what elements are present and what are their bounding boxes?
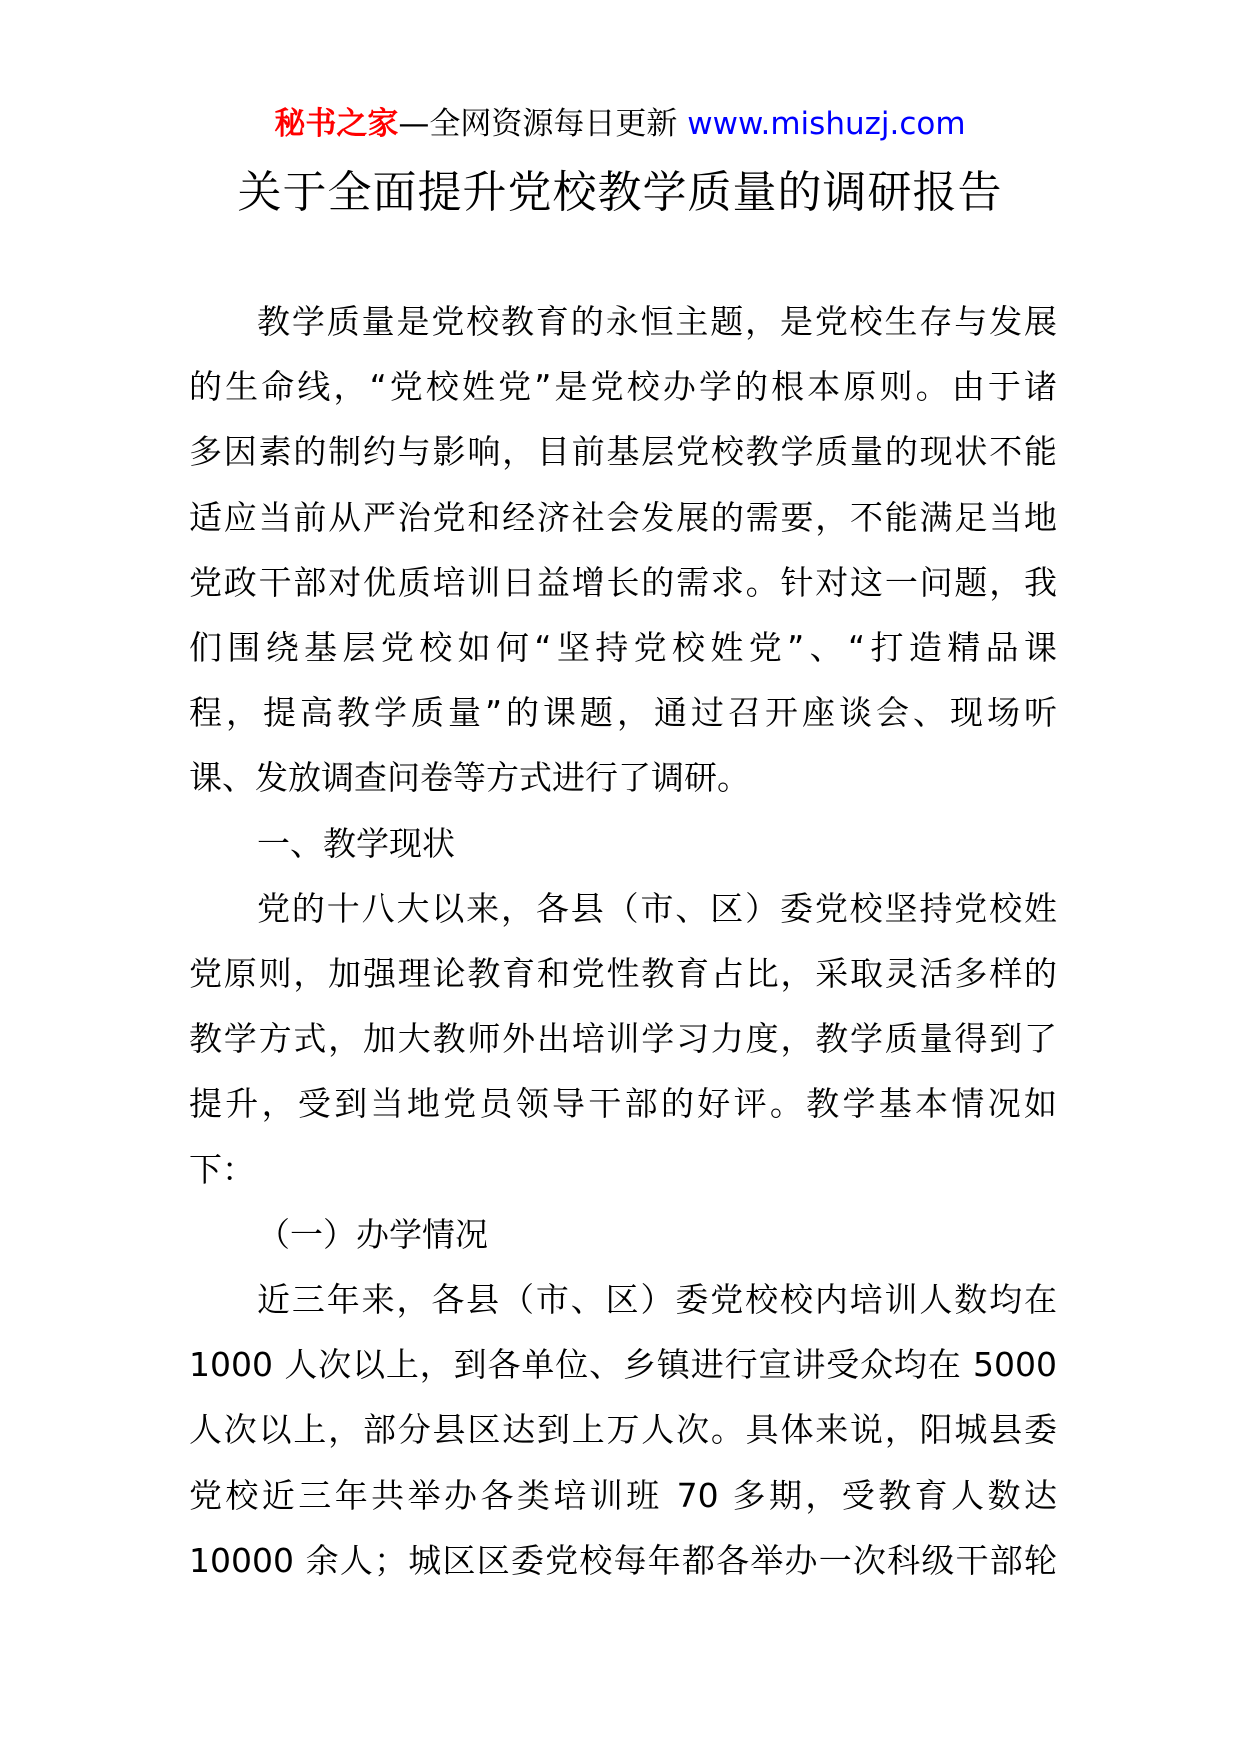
paragraph-line: 党的十八大以来，各县（市、区）委党校坚持党校姓: [257, 888, 1057, 928]
paragraph-line: 人次以上，部分县区达到上万人次。具体来说，阳城县委: [189, 1410, 1057, 1450]
paragraph-line: 适应当前从严治党和经济社会发展的需要，不能满足当地: [189, 497, 1057, 537]
paragraph-line: 的生命线，“党校姓党”是党校办学的根本原则。由于诸: [189, 367, 1057, 407]
brand-name: 秘书之家: [274, 106, 399, 142]
section-heading: （一）办学情况: [257, 1214, 488, 1254]
paragraph-line: 程，提高教学质量”的课题，通过召开座谈会、现场听: [189, 693, 1057, 733]
paragraph-line: 党校近三年共举办各类培训班 70 多期，受教育人数达: [189, 1475, 1057, 1515]
paragraph-line: 10000 余人；城区区委党校每年都各举办一次科级干部轮: [189, 1540, 1057, 1580]
header-tagline: —全网资源每日更新: [398, 106, 678, 142]
paragraph-line: 1000 人次以上，到各单位、乡镇进行宣讲受众均在 5000: [189, 1345, 1057, 1385]
paragraph-line: 党原则，加强理论教育和党性教育占比，采取灵活多样的: [189, 954, 1057, 993]
paragraph-line: 教学质量是党校教育的永恒主题，是党校生存与发展: [257, 302, 1057, 341]
paragraph-line: 多因素的制约与影响，目前基层党校教学质量的现状不能: [189, 432, 1057, 472]
site-url-link[interactable]: www.mishuzj.com: [687, 106, 966, 142]
document-title: 关于全面提升党校教学质量的调研报告: [237, 167, 1003, 218]
site-header: [0, 100, 1240, 148]
section-heading: 一、教学现状: [257, 823, 455, 863]
paragraph-line: 近三年来，各县（市、区）委党校校内培训人数均在: [257, 1280, 1057, 1319]
paragraph-line: 下：: [189, 1149, 255, 1189]
paragraph-line: 教学方式，加大教师外出培训学习力度，教学质量得到了: [189, 1019, 1057, 1059]
paragraph-line: 提升，受到当地党员领导干部的好评。教学基本情况如: [189, 1084, 1057, 1124]
paragraph-line: 党政干部对优质培训日益增长的需求。针对这一问题，我: [189, 562, 1057, 602]
paragraph-line: 们围绕基层党校如何“坚持党校姓党”、“打造精品课: [189, 628, 1057, 667]
paragraph-line: 课、发放调查问卷等方式进行了调研。: [189, 758, 750, 798]
